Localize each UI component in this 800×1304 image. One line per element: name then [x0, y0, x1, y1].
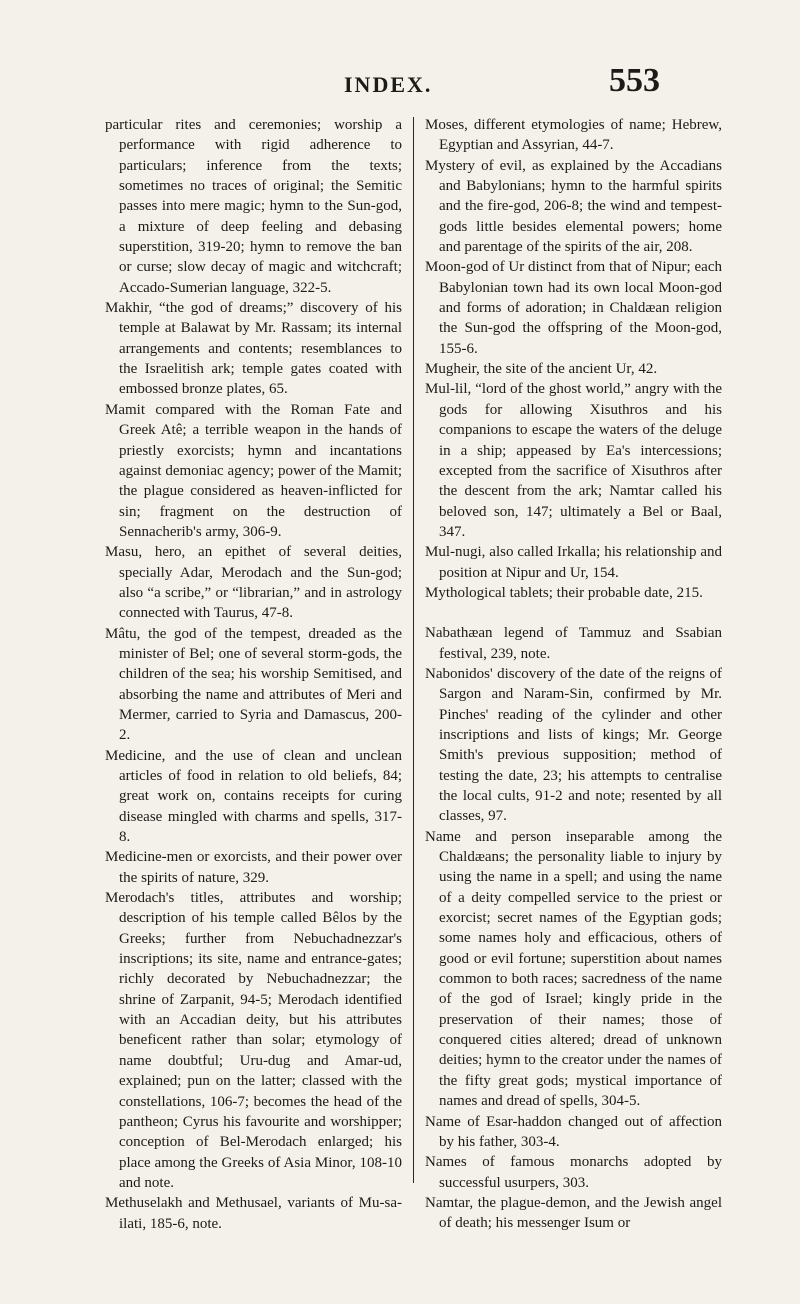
index-entry: Mul-nugi, also called Irkalla; his relationship and position at Nipur and Ur, 154. [425, 544, 722, 581]
index-entry: Mul-lil, “lord of the ghost world,” angry with the gods for allowing Xisuthros and his companions to escape the waters of the deluge in a ship; appeased by Ea's intercessions; excepted from the sacrifice of Xisuthros after the descent from the ark; Namtar called his beloved son, 147; ultimately a Bel or Baal, 347. [425, 381, 722, 540]
right-column [425, 115, 722, 1234]
index-entry: Medicine-men or exorcists, and their power over the spirits of nature, 329. [105, 849, 402, 886]
index-entry: Namtar, the plague-demon, and the Jewish angel of death; his messenger Isum or [425, 1194, 722, 1232]
index-entry: Mystery of evil, as explained by the Accadians and Babylonians; hymn to the harmful spirits and the fire-god, 206-8; the wind and tempest-gods little besides elemental powers; home and parentage of the spirits of the air, 208. [425, 157, 722, 256]
index-entry: Moses, different etymologies of name; Hebrew, Egyptian and Assyrian, 44-7. [425, 117, 722, 154]
index-entry: Mâtu, the god of the tempest, dreaded as the minister of Bel; one of several storm-gods, the children of the sea; his worship Semitised, and absorbing the name and attributes of Meri and Mermer, carried to Syria and Damascus, 200-2. [105, 625, 402, 744]
index-columns [105, 115, 725, 1255]
index-entry: Mugheir, the site of the ancient Ur, 42. [425, 361, 658, 378]
index-entry: Medicine, and the use of clean and unclean articles of food in relation to old beliefs, 84; great work on, contains receipts for curing disease mingled with charms and spells, 317-8. [105, 747, 402, 846]
index-entry: Mythological tablets; their probable date, 215. [425, 584, 703, 601]
index-entry: particular rites and ceremonies; worship a performance with rigid adherence to particulars; inference from the texts; sometimes no traces of original; the Semitic passes into mere magic; hymn to the Sun-god, a mixture of deep feeling and debasing superstition, 319-20; hymn to remove the ban or curse; slow decay of magic and witchcraft; Accado-Sumerian language, 322-5. [105, 117, 402, 296]
index-entry: Moon-god of Ur distinct from that of Nipur; each Babylonian town had its own local Moon-god and forms of adoration; in Chaldæan religion the Sun-god the offspring of the Moon-god, 155-6. [425, 259, 722, 357]
index-entry: Nabathæan legend of Tammuz and Ssabian festival, 239, note. [425, 625, 722, 662]
page-header [104, 62, 660, 102]
page-number: 553 [609, 62, 660, 99]
index-entry: Name of Esar-haddon changed out of affection by his father, 303-4. [425, 1113, 722, 1150]
index-entry: Makhir, “the god of dreams;” discovery of his temple at Balawat by Mr. Rassam; its internal arrangements and contents; resemblances to the Israelitish ark; temple gates coated with embossed bronze plates, 65. [105, 300, 402, 398]
index-entry: Masu, hero, an epithet of several deities, specially Adar, Merodach and the Sun-god; also “a scribe,” or “librarian,” and in astrology connected with Taurus, 47-8. [105, 544, 402, 622]
column-divider [413, 117, 414, 1183]
index-entry: Names of famous monarchs adopted by successful usurpers, 303. [425, 1154, 722, 1191]
running-head: INDEX. [344, 72, 433, 97]
index-entry: Nabonidos' discovery of the date of the reigns of Sargon and Naram-Sin, confirmed by Mr. Pinches' reading of the cylinder and other inscriptions and lists of kings; Mr. George Smith's previous supposition; method of testing the date, 23; his attempts to centralise the local cults, 91-2 and note; resented by all classes, 97. [425, 665, 722, 825]
index-entry: Methuselakh and Methusael, variants of Mu-sa-ilati, 185-6, note. [105, 1195, 402, 1232]
index-entry: Merodach's titles, attributes and worship; description of his temple called Bêlos by the Greeks; further from Nebuchadnezzar's inscriptions; its site, name and entrance-gates; richly decorated by Nebuchadnezzar; the shrine of Zarpanit, 94-5; Merodach identified with an Accadian deity, but his attributes beneficent rather than solar; etymology of name doubtful; Uru-dug and Amar-ud, explained; pun on the latter; classed with the constellations, 106-7; becomes the head of the pantheon; Cyrus his favourite and worshipper; conception of Bel-Merodach enlarged; his place among the Greeks of Asia Minor, 108-10 and note. [105, 890, 402, 1191]
left-column [105, 115, 402, 1234]
index-entry: Name and person inseparable among the Chaldæans; the personality liable to injury by using the name in a spell; and using the name of a deity compelled service to the priest or exorcist; secret names of the Egyptian gods; some names holy and efficacious, others of good or evil fortune; superstition about names common to both races; sacredness of the name of the god of Israel; kingly pride in the preservation of their names; those of conquered cities altered; dread of unknown deities; hymn to the creator under the names of the fifty great gods; mystical importance of names and dread of spells, 304-5. [425, 828, 722, 1110]
index-entry: Mamit compared with the Roman Fate and Greek Atê; a terrible weapon in the hands of priestly exorcists; hymn and incantations against demoniac agency; power of the Mamit; the plague considered as heaven-inflicted for sin; fragment on the destruction of Sennacherib's army, 306-9. [105, 401, 402, 540]
